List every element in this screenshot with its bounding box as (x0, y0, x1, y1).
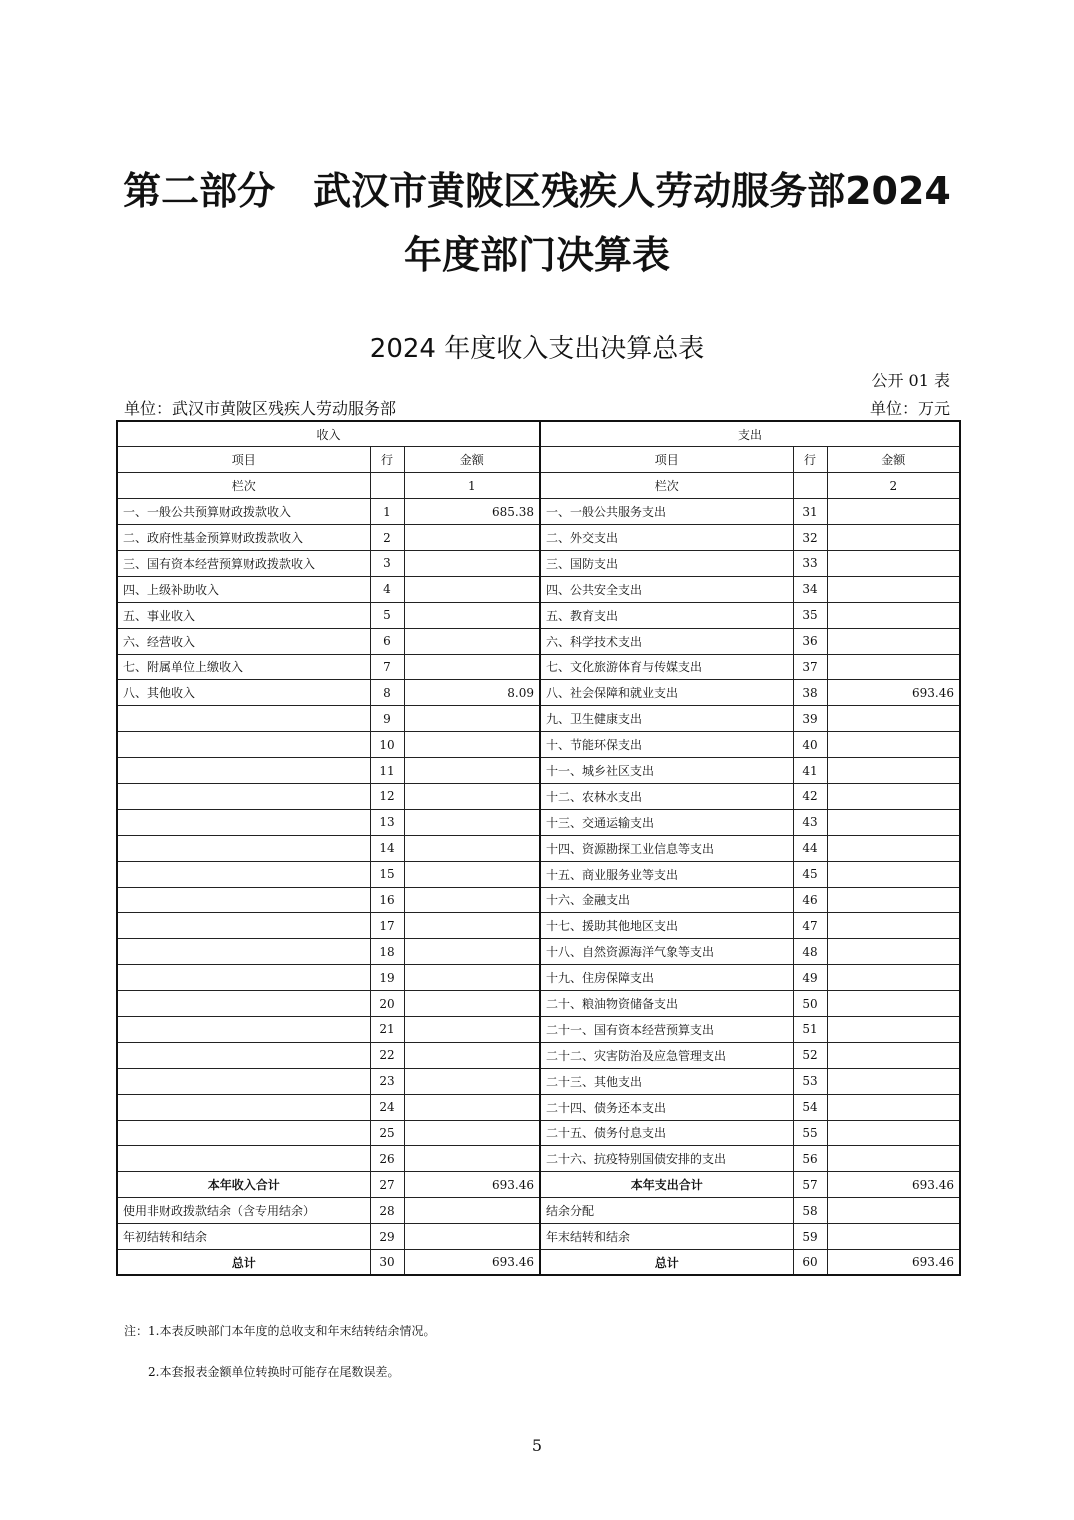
income-item (117, 1146, 370, 1172)
income-row-number: 3 (370, 550, 404, 576)
subtotal-row (117, 1172, 960, 1198)
income-item (117, 706, 370, 732)
expense-amount (827, 550, 960, 576)
expense-amount (827, 835, 960, 861)
income-amount (404, 887, 540, 913)
income-row-number: 29 (370, 1224, 404, 1250)
table-row (117, 835, 960, 861)
income-amount (404, 1198, 540, 1224)
expense-item: 二、外交支出 (540, 525, 793, 551)
expense-row-number: 46 (793, 887, 827, 913)
income-item: 使用非财政拨款结余（含专用结余） (117, 1198, 370, 1224)
expense-row-number: 45 (793, 861, 827, 887)
income-amount: 693.46 (404, 1250, 540, 1276)
expense-item: 一、一般公共服务支出 (540, 499, 793, 525)
table-row (117, 1068, 960, 1094)
expense-amount (827, 939, 960, 965)
expense-amount (827, 887, 960, 913)
expense-seq-label: 栏次 (540, 473, 793, 499)
table-row (117, 1042, 960, 1068)
income-item: 一、一般公共预算财政拨款收入 (117, 499, 370, 525)
table-row (117, 861, 960, 887)
income-amount (404, 1146, 540, 1172)
expense-item: 四、公共安全支出 (540, 576, 793, 602)
income-amount (404, 861, 540, 887)
table-row (117, 628, 960, 654)
income-amount-header: 金额 (404, 447, 540, 473)
income-amount (404, 835, 540, 861)
note-1: 注：1.本表反映部门本年度的总收支和年末结转结余情况。 (124, 1324, 436, 1338)
expense-row-number: 58 (793, 1198, 827, 1224)
expense-item: 二十二、灾害防治及应急管理支出 (540, 1042, 793, 1068)
income-amount: 685.38 (404, 499, 540, 525)
income-row-number: 27 (370, 1172, 404, 1198)
expense-item: 本年支出合计 (540, 1172, 793, 1198)
expense-amount (827, 1068, 960, 1094)
income-item: 三、国有资本经营预算财政拨款收入 (117, 550, 370, 576)
income-row-number: 21 (370, 1016, 404, 1042)
table-row (117, 1016, 960, 1042)
income-amount (404, 758, 540, 784)
income-row-number: 30 (370, 1250, 404, 1276)
expense-item: 结余分配 (540, 1198, 793, 1224)
expense-item: 十六、金融支出 (540, 887, 793, 913)
expense-item: 八、社会保障和就业支出 (540, 680, 793, 706)
column-header-row (117, 447, 960, 473)
total-row (117, 1250, 960, 1276)
income-row-number: 13 (370, 809, 404, 835)
expense-amount (827, 1120, 960, 1146)
expense-item-header: 项目 (540, 447, 793, 473)
expense-row-number: 56 (793, 1146, 827, 1172)
expense-item: 十三、交通运输支出 (540, 809, 793, 835)
income-amount (404, 1042, 540, 1068)
income-header: 收入 (117, 421, 540, 447)
expense-item: 十七、援助其他地区支出 (540, 913, 793, 939)
income-item (117, 1120, 370, 1146)
expense-item: 九、卫生健康支出 (540, 706, 793, 732)
income-row-number: 22 (370, 1042, 404, 1068)
expense-row-number: 57 (793, 1172, 827, 1198)
expense-row-number: 31 (793, 499, 827, 525)
expense-amount: 693.46 (827, 680, 960, 706)
expense-row-number: 59 (793, 1224, 827, 1250)
income-row-number: 17 (370, 913, 404, 939)
expense-row-header: 行 (793, 447, 827, 473)
expense-row-number: 34 (793, 576, 827, 602)
expense-item: 总计 (540, 1250, 793, 1276)
expense-item: 十八、自然资源海洋气象等支出 (540, 939, 793, 965)
income-item (117, 783, 370, 809)
income-row-number: 7 (370, 654, 404, 680)
income-amount (404, 602, 540, 628)
income-item (117, 1016, 370, 1042)
table-row (117, 550, 960, 576)
expense-row-number: 48 (793, 939, 827, 965)
income-amount (404, 628, 540, 654)
page-title-line2: 年度部门决算表 (403, 233, 670, 277)
expense-amount (827, 809, 960, 835)
income-row-number: 5 (370, 602, 404, 628)
income-amount (404, 732, 540, 758)
expense-item: 二十五、债务付息支出 (540, 1120, 793, 1146)
income-seq-empty (370, 473, 404, 499)
note-2: 2.本套报表金额单位转换时可能存在尾数误差。 (148, 1365, 400, 1379)
income-amount (404, 706, 540, 732)
income-row-number: 25 (370, 1120, 404, 1146)
table-row (117, 991, 960, 1017)
expense-row-number: 39 (793, 706, 827, 732)
page-title-line1: 第二部分 武汉市黄陂区残疾人劳动服务部2024 (123, 169, 951, 213)
income-amount (404, 939, 540, 965)
income-item: 二、政府性基金预算财政拨款收入 (117, 525, 370, 551)
expense-row-number: 52 (793, 1042, 827, 1068)
expense-row-number: 49 (793, 965, 827, 991)
unit-organization: 单位：武汉市黄陂区残疾人劳动服务部 (124, 399, 397, 418)
table-row (117, 965, 960, 991)
expense-amount (827, 732, 960, 758)
income-amount (404, 913, 540, 939)
table-row (117, 783, 960, 809)
expense-amount (827, 576, 960, 602)
income-amount (404, 991, 540, 1017)
income-expense-table (116, 420, 961, 1276)
table-row (117, 680, 960, 706)
income-amount (404, 1224, 540, 1250)
table-row (117, 913, 960, 939)
expense-item: 二十六、抗疫特别国债安排的支出 (540, 1146, 793, 1172)
expense-row-number: 51 (793, 1016, 827, 1042)
expense-amount (827, 1016, 960, 1042)
income-row-number: 28 (370, 1198, 404, 1224)
income-row-number: 18 (370, 939, 404, 965)
income-row-number: 9 (370, 706, 404, 732)
expense-amount (827, 602, 960, 628)
income-row-header: 行 (370, 447, 404, 473)
expense-row-number: 41 (793, 758, 827, 784)
table-row (117, 939, 960, 965)
expense-row-number: 38 (793, 680, 827, 706)
income-amount (404, 809, 540, 835)
income-item (117, 835, 370, 861)
expense-item: 十、节能环保支出 (540, 732, 793, 758)
income-item-header: 项目 (117, 447, 370, 473)
income-row-number: 11 (370, 758, 404, 784)
table-row (117, 809, 960, 835)
income-amount: 693.46 (404, 1172, 540, 1198)
expense-amount (827, 499, 960, 525)
table-row (117, 706, 960, 732)
expense-row-number: 54 (793, 1094, 827, 1120)
income-row-number: 16 (370, 887, 404, 913)
expense-row-number: 33 (793, 550, 827, 576)
income-amount: 8.09 (404, 680, 540, 706)
income-amount (404, 550, 540, 576)
expense-row-number: 36 (793, 628, 827, 654)
income-row-number: 12 (370, 783, 404, 809)
income-item (117, 991, 370, 1017)
income-amount (404, 525, 540, 551)
expense-item: 三、国防支出 (540, 550, 793, 576)
expense-item: 十五、商业服务业等支出 (540, 861, 793, 887)
income-amount (404, 1094, 540, 1120)
expense-amount (827, 706, 960, 732)
expense-item: 十二、农林水支出 (540, 783, 793, 809)
expense-amount (827, 1042, 960, 1068)
expense-row-number: 43 (793, 809, 827, 835)
income-row-number: 14 (370, 835, 404, 861)
income-row-number: 19 (370, 965, 404, 991)
expense-row-number: 47 (793, 913, 827, 939)
income-amount (404, 783, 540, 809)
income-item (117, 809, 370, 835)
income-seq-label: 栏次 (117, 473, 370, 499)
table-row (117, 1198, 960, 1224)
table-row (117, 1120, 960, 1146)
expense-seq-number: 2 (827, 473, 960, 499)
income-item (117, 887, 370, 913)
expense-amount (827, 1146, 960, 1172)
table-row (117, 602, 960, 628)
expense-amount (827, 861, 960, 887)
expense-amount (827, 525, 960, 551)
income-row-number: 4 (370, 576, 404, 602)
income-row-number: 10 (370, 732, 404, 758)
expense-amount-header: 金额 (827, 447, 960, 473)
income-item: 总计 (117, 1250, 370, 1276)
income-amount (404, 1016, 540, 1042)
income-item: 六、经营收入 (117, 628, 370, 654)
table-row (117, 887, 960, 913)
income-item (117, 939, 370, 965)
income-item: 本年收入合计 (117, 1172, 370, 1198)
income-item: 八、其他收入 (117, 680, 370, 706)
income-row-number: 6 (370, 628, 404, 654)
income-row-number: 8 (370, 680, 404, 706)
expense-row-number: 55 (793, 1120, 827, 1146)
expense-row-number: 35 (793, 602, 827, 628)
income-item (117, 913, 370, 939)
income-item: 七、附属单位上缴收入 (117, 654, 370, 680)
table-row (117, 499, 960, 525)
expense-item: 二十四、债务还本支出 (540, 1094, 793, 1120)
income-amount (404, 965, 540, 991)
income-item: 五、事业收入 (117, 602, 370, 628)
table-number: 公开 01 表 (871, 371, 950, 390)
income-row-number: 26 (370, 1146, 404, 1172)
expense-amount (827, 783, 960, 809)
expense-amount (827, 1094, 960, 1120)
expense-row-number: 42 (793, 783, 827, 809)
table-row (117, 654, 960, 680)
expense-item: 十一、城乡社区支出 (540, 758, 793, 784)
expense-item: 六、科学技术支出 (540, 628, 793, 654)
table-row (117, 1146, 960, 1172)
income-item (117, 861, 370, 887)
expense-amount (827, 1198, 960, 1224)
table-row (117, 1094, 960, 1120)
page-number: 5 (531, 1436, 543, 1455)
expense-row-number: 32 (793, 525, 827, 551)
expense-item: 年末结转和结余 (540, 1224, 793, 1250)
income-amount (404, 576, 540, 602)
table-row (117, 758, 960, 784)
income-amount (404, 1068, 540, 1094)
expense-item: 二十一、国有资本经营预算支出 (540, 1016, 793, 1042)
income-item (117, 758, 370, 784)
income-item: 年初结转和结余 (117, 1224, 370, 1250)
expense-header: 支出 (540, 421, 960, 447)
unit-currency: 单位：万元 (869, 399, 950, 418)
table-header-row (117, 421, 960, 447)
expense-row-number: 44 (793, 835, 827, 861)
income-row-number: 24 (370, 1094, 404, 1120)
table-row (117, 576, 960, 602)
income-amount (404, 654, 540, 680)
income-row-number: 23 (370, 1068, 404, 1094)
income-item (117, 1068, 370, 1094)
expense-row-number: 50 (793, 991, 827, 1017)
expense-amount (827, 628, 960, 654)
income-amount (404, 1120, 540, 1146)
expense-item: 二十三、其他支出 (540, 1068, 793, 1094)
income-item: 四、上级补助收入 (117, 576, 370, 602)
expense-amount (827, 991, 960, 1017)
expense-item: 五、教育支出 (540, 602, 793, 628)
expense-amount (827, 654, 960, 680)
income-item (117, 965, 370, 991)
expense-item: 七、文化旅游体育与传媒支出 (540, 654, 793, 680)
expense-amount: 693.46 (827, 1250, 960, 1276)
income-item (117, 1094, 370, 1120)
expense-item: 二十、粮油物资储备支出 (540, 991, 793, 1017)
expense-row-number: 37 (793, 654, 827, 680)
income-item (117, 732, 370, 758)
expense-item: 十九、住房保障支出 (540, 965, 793, 991)
income-seq-number: 1 (404, 473, 540, 499)
expense-row-number: 60 (793, 1250, 827, 1276)
income-row-number: 20 (370, 991, 404, 1017)
income-row-number: 15 (370, 861, 404, 887)
column-seq-row (117, 473, 960, 499)
income-item (117, 1042, 370, 1068)
expense-row-number: 40 (793, 732, 827, 758)
expense-seq-empty (793, 473, 827, 499)
expense-amount (827, 758, 960, 784)
expense-amount (827, 913, 960, 939)
expense-item: 十四、资源勘探工业信息等支出 (540, 835, 793, 861)
expense-amount: 693.46 (827, 1172, 960, 1198)
income-row-number: 2 (370, 525, 404, 551)
expense-amount (827, 965, 960, 991)
expense-amount (827, 1224, 960, 1250)
table-row (117, 525, 960, 551)
table-row (117, 1224, 960, 1250)
income-row-number: 1 (370, 499, 404, 525)
table-row (117, 732, 960, 758)
expense-row-number: 53 (793, 1068, 827, 1094)
table-title: 2024 年度收入支出决算总表 (369, 334, 705, 364)
